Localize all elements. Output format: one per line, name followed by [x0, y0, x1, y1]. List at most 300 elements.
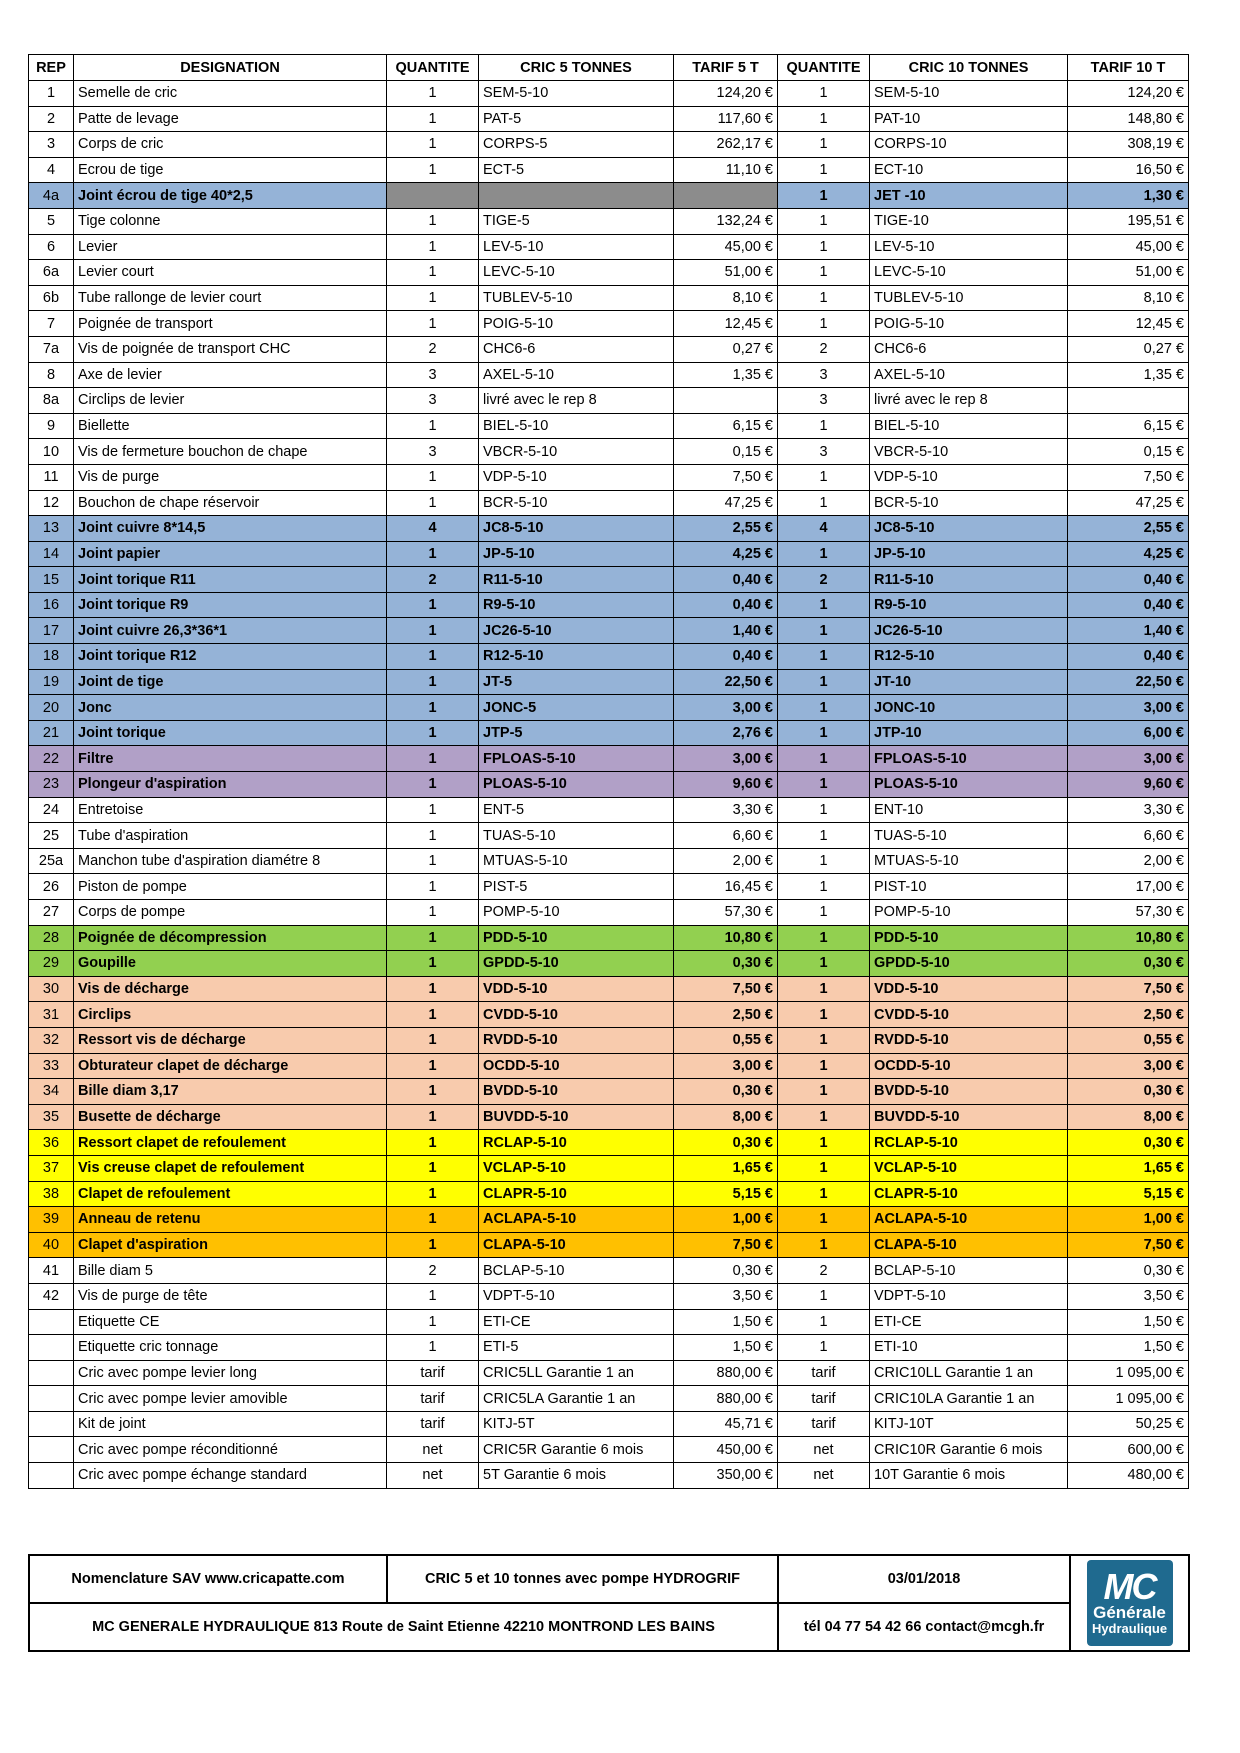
cell-designation: Joint torique	[74, 720, 387, 746]
cell-quantite-10t: 1	[778, 976, 870, 1002]
cell-tarif-5t: 0,55 €	[674, 1027, 778, 1053]
cell-ref-10t: livré avec le rep 8	[870, 388, 1068, 414]
cell-rep: 20	[29, 695, 74, 721]
cell-tarif-5t: 6,15 €	[674, 413, 778, 439]
cell-quantite-5t: 1	[387, 1232, 479, 1258]
cell-quantite-5t: 1	[387, 669, 479, 695]
cell-rep: 1	[29, 81, 74, 107]
table-row	[29, 106, 1189, 132]
cell-designation: Vis creuse clapet de refoulement	[74, 1155, 387, 1181]
cell-tarif-5t: 1,35 €	[674, 362, 778, 388]
cell-ref-10t: R12-5-10	[870, 644, 1068, 670]
cell-quantite-10t: 1	[778, 234, 870, 260]
cell-rep: 8	[29, 362, 74, 388]
cell-ref-5t: OCDD-5-10	[479, 1053, 674, 1079]
cell-quantite-5t: 1	[387, 1079, 479, 1105]
cell-tarif-5t: 0,40 €	[674, 592, 778, 618]
cell-tarif-5t: 3,30 €	[674, 797, 778, 823]
cell-ref-10t: BVDD-5-10	[870, 1079, 1068, 1105]
cell-designation: Cric avec pompe réconditionné	[74, 1437, 387, 1463]
cell-rep: 3	[29, 132, 74, 158]
cell-ref-5t: CLAPA-5-10	[479, 1232, 674, 1258]
cell-ref-10t: FPLOAS-5-10	[870, 746, 1068, 772]
cell-tarif-5t: 3,50 €	[674, 1283, 778, 1309]
cell-ref-5t: CORPS-5	[479, 132, 674, 158]
cell-ref-5t: RVDD-5-10	[479, 1027, 674, 1053]
cell-tarif-5t: 2,55 €	[674, 516, 778, 542]
table-row	[29, 260, 1189, 286]
cell-ref-5t: LEV-5-10	[479, 234, 674, 260]
cell-tarif-10t: 1,50 €	[1068, 1335, 1189, 1361]
cell-tarif-10t: 3,50 €	[1068, 1283, 1189, 1309]
cell-ref-10t: CRIC10LA Garantie 1 an	[870, 1386, 1068, 1412]
cell-quantite-5t: 1	[387, 900, 479, 926]
cell-tarif-10t: 50,25 €	[1068, 1411, 1189, 1437]
cell-ref-5t: VDP-5-10	[479, 464, 674, 490]
cell-designation: Anneau de retenu	[74, 1207, 387, 1233]
cell-designation: Circlips	[74, 1002, 387, 1028]
cell-tarif-5t: 132,24 €	[674, 208, 778, 234]
cell-ref-10t: MTUAS-5-10	[870, 848, 1068, 874]
cell-designation: Etiquette cric tonnage	[74, 1335, 387, 1361]
cell-quantite-5t: 1	[387, 464, 479, 490]
cell-quantite-10t: 3	[778, 439, 870, 465]
table-row	[29, 1258, 1189, 1284]
cell-quantite-5t: 1	[387, 106, 479, 132]
cell-rep	[29, 1309, 74, 1335]
cell-designation: Filtre	[74, 746, 387, 772]
table-row	[29, 311, 1189, 337]
table-row	[29, 1207, 1189, 1233]
cell-ref-5t: CLAPR-5-10	[479, 1181, 674, 1207]
cell-tarif-10t: 124,20 €	[1068, 81, 1189, 107]
cell-tarif-5t: 0,40 €	[674, 567, 778, 593]
cell-quantite-5t	[387, 183, 479, 209]
cell-ref-10t: CORPS-10	[870, 132, 1068, 158]
cell-tarif-5t: 12,45 €	[674, 311, 778, 337]
header-designation: DESIGNATION	[74, 55, 387, 81]
cell-designation: Levier	[74, 234, 387, 260]
cell-quantite-5t: 4	[387, 516, 479, 542]
cell-tarif-10t: 1 095,00 €	[1068, 1360, 1189, 1386]
cell-quantite-5t: 1	[387, 848, 479, 874]
table-row	[29, 1155, 1189, 1181]
cell-rep: 23	[29, 772, 74, 798]
table-row	[29, 644, 1189, 670]
table-row	[29, 285, 1189, 311]
table-header-row	[29, 55, 1189, 81]
cell-designation: Circlips de levier	[74, 388, 387, 414]
footer-contact: tél 04 77 54 42 66 contact@mcgh.fr	[778, 1603, 1070, 1651]
cell-rep: 26	[29, 874, 74, 900]
cell-ref-10t: TUAS-5-10	[870, 823, 1068, 849]
cell-quantite-5t: 1	[387, 132, 479, 158]
cell-tarif-5t: 16,45 €	[674, 874, 778, 900]
cell-ref-5t: FPLOAS-5-10	[479, 746, 674, 772]
cell-tarif-10t: 7,50 €	[1068, 464, 1189, 490]
cell-rep: 12	[29, 490, 74, 516]
cell-tarif-10t: 0,30 €	[1068, 1258, 1189, 1284]
cell-quantite-5t: 3	[387, 388, 479, 414]
cell-ref-5t: BCR-5-10	[479, 490, 674, 516]
logo-line2: Hydraulique	[1091, 1621, 1168, 1636]
cell-ref-5t: GPDD-5-10	[479, 951, 674, 977]
table-body	[29, 81, 1189, 1489]
cell-ref-5t: 5T Garantie 6 mois	[479, 1463, 674, 1489]
cell-tarif-5t: 2,76 €	[674, 720, 778, 746]
cell-quantite-5t: 2	[387, 567, 479, 593]
cell-tarif-5t: 350,00 €	[674, 1463, 778, 1489]
header-quantite-5t: QUANTITE	[387, 55, 479, 81]
cell-ref-5t: VDPT-5-10	[479, 1283, 674, 1309]
cell-quantite-5t: 1	[387, 1207, 479, 1233]
table-row	[29, 1309, 1189, 1335]
cell-designation: Etiquette CE	[74, 1309, 387, 1335]
cell-tarif-5t: 51,00 €	[674, 260, 778, 286]
cell-quantite-10t: 1	[778, 951, 870, 977]
cell-rep: 30	[29, 976, 74, 1002]
cell-tarif-10t: 5,15 €	[1068, 1181, 1189, 1207]
cell-designation: Bouchon de chape réservoir	[74, 490, 387, 516]
cell-ref-10t: VDP-5-10	[870, 464, 1068, 490]
cell-ref-10t: VBCR-5-10	[870, 439, 1068, 465]
cell-tarif-10t: 3,00 €	[1068, 746, 1189, 772]
cell-designation: Ecrou de tige	[74, 157, 387, 183]
cell-designation: Cric avec pompe levier long	[74, 1360, 387, 1386]
table-row	[29, 951, 1189, 977]
cell-tarif-10t: 0,30 €	[1068, 1079, 1189, 1105]
cell-quantite-5t: 1	[387, 925, 479, 951]
cell-ref-5t: TUBLEV-5-10	[479, 285, 674, 311]
cell-ref-10t: R11-5-10	[870, 567, 1068, 593]
table-row	[29, 848, 1189, 874]
cell-tarif-5t: 7,50 €	[674, 1232, 778, 1258]
cell-rep: 4	[29, 157, 74, 183]
cell-tarif-10t: 0,30 €	[1068, 951, 1189, 977]
table-row	[29, 541, 1189, 567]
cell-rep	[29, 1335, 74, 1361]
cell-designation: Piston de pompe	[74, 874, 387, 900]
cell-quantite-10t: 1	[778, 183, 870, 209]
cell-quantite-10t: 1	[778, 1309, 870, 1335]
table-row	[29, 413, 1189, 439]
cell-quantite-5t: tarif	[387, 1411, 479, 1437]
table-row	[29, 1283, 1189, 1309]
cell-designation: Jonc	[74, 695, 387, 721]
header-cric-10-tonnes: CRIC 10 TONNES	[870, 55, 1068, 81]
cell-designation: Entretoise	[74, 797, 387, 823]
cell-rep: 6	[29, 234, 74, 260]
table-row	[29, 772, 1189, 798]
cell-tarif-5t: 5,15 €	[674, 1181, 778, 1207]
cell-ref-5t: PLOAS-5-10	[479, 772, 674, 798]
cell-quantite-10t: 1	[778, 413, 870, 439]
cell-quantite-10t: 1	[778, 1181, 870, 1207]
cell-ref-5t: PIST-5	[479, 874, 674, 900]
cell-designation: Poignée de transport	[74, 311, 387, 337]
cell-tarif-5t: 2,50 €	[674, 1002, 778, 1028]
cell-rep: 7a	[29, 336, 74, 362]
cell-quantite-5t: 1	[387, 1309, 479, 1335]
cell-ref-5t: R12-5-10	[479, 644, 674, 670]
cell-designation: Vis de purge	[74, 464, 387, 490]
cell-tarif-10t: 57,30 €	[1068, 900, 1189, 926]
cell-tarif-5t: 0,30 €	[674, 1130, 778, 1156]
cell-rep	[29, 1437, 74, 1463]
cell-quantite-10t: 4	[778, 516, 870, 542]
cell-tarif-5t: 57,30 €	[674, 900, 778, 926]
cell-ref-10t: BCR-5-10	[870, 490, 1068, 516]
cell-designation: Joint torique R12	[74, 644, 387, 670]
cell-ref-5t: JP-5-10	[479, 541, 674, 567]
cell-ref-10t: LEVC-5-10	[870, 260, 1068, 286]
cell-rep: 25a	[29, 848, 74, 874]
cell-quantite-5t: 1	[387, 772, 479, 798]
cell-designation: Joint torique R11	[74, 567, 387, 593]
cell-rep: 34	[29, 1079, 74, 1105]
cell-quantite-5t: 1	[387, 644, 479, 670]
table-row	[29, 516, 1189, 542]
cell-ref-10t: BUVDD-5-10	[870, 1104, 1068, 1130]
cell-tarif-5t: 450,00 €	[674, 1437, 778, 1463]
cell-ref-10t: CVDD-5-10	[870, 1002, 1068, 1028]
cell-quantite-5t: 1	[387, 797, 479, 823]
cell-quantite-5t: 1	[387, 81, 479, 107]
table-row	[29, 132, 1189, 158]
cell-tarif-5t: 117,60 €	[674, 106, 778, 132]
footer-logo-cell	[1070, 1555, 1189, 1651]
cell-tarif-10t: 0,40 €	[1068, 592, 1189, 618]
cell-tarif-10t: 45,00 €	[1068, 234, 1189, 260]
cell-ref-10t: PDD-5-10	[870, 925, 1068, 951]
table-row	[29, 1002, 1189, 1028]
cell-tarif-5t: 0,30 €	[674, 1258, 778, 1284]
table-row	[29, 823, 1189, 849]
cell-ref-5t: BUVDD-5-10	[479, 1104, 674, 1130]
table-row	[29, 464, 1189, 490]
cell-quantite-10t: tarif	[778, 1411, 870, 1437]
cell-tarif-5t: 0,30 €	[674, 951, 778, 977]
cell-designation: Joint de tige	[74, 669, 387, 695]
cell-quantite-10t: 2	[778, 336, 870, 362]
cell-tarif-5t: 880,00 €	[674, 1386, 778, 1412]
cell-ref-5t: ENT-5	[479, 797, 674, 823]
cell-ref-10t: VDPT-5-10	[870, 1283, 1068, 1309]
cell-ref-10t: TIGE-10	[870, 208, 1068, 234]
cell-rep: 4a	[29, 183, 74, 209]
company-logo	[1087, 1560, 1173, 1646]
cell-tarif-10t: 47,25 €	[1068, 490, 1189, 516]
cell-tarif-5t: 7,50 €	[674, 464, 778, 490]
cell-tarif-10t: 3,00 €	[1068, 1053, 1189, 1079]
cell-designation: Bille diam 5	[74, 1258, 387, 1284]
cell-ref-10t: ECT-10	[870, 157, 1068, 183]
cell-tarif-5t: 6,60 €	[674, 823, 778, 849]
cell-quantite-10t: 1	[778, 311, 870, 337]
cell-ref-5t: PDD-5-10	[479, 925, 674, 951]
cell-ref-5t: livré avec le rep 8	[479, 388, 674, 414]
cell-rep: 19	[29, 669, 74, 695]
cell-ref-10t: PLOAS-5-10	[870, 772, 1068, 798]
cell-rep: 2	[29, 106, 74, 132]
cell-quantite-5t: 1	[387, 157, 479, 183]
table-row	[29, 874, 1189, 900]
cell-quantite-10t: 1	[778, 81, 870, 107]
cell-ref-5t: BIEL-5-10	[479, 413, 674, 439]
cell-ref-10t: OCDD-5-10	[870, 1053, 1068, 1079]
cell-ref-10t: VDD-5-10	[870, 976, 1068, 1002]
cell-tarif-10t: 4,25 €	[1068, 541, 1189, 567]
cell-quantite-5t: 1	[387, 746, 479, 772]
cell-quantite-10t: tarif	[778, 1360, 870, 1386]
cell-rep: 15	[29, 567, 74, 593]
cell-rep: 18	[29, 644, 74, 670]
cell-rep: 38	[29, 1181, 74, 1207]
cell-designation: Corps de cric	[74, 132, 387, 158]
cell-tarif-10t: 22,50 €	[1068, 669, 1189, 695]
table-row	[29, 1181, 1189, 1207]
table-row	[29, 1360, 1189, 1386]
cell-tarif-10t: 0,40 €	[1068, 567, 1189, 593]
cell-rep: 41	[29, 1258, 74, 1284]
cell-tarif-10t: 8,00 €	[1068, 1104, 1189, 1130]
cell-quantite-5t: 1	[387, 874, 479, 900]
cell-quantite-5t: 2	[387, 1258, 479, 1284]
cell-ref-10t: CHC6-6	[870, 336, 1068, 362]
cell-designation: Joint cuivre 8*14,5	[74, 516, 387, 542]
cell-tarif-5t: 1,50 €	[674, 1309, 778, 1335]
cell-designation: Vis de poignée de transport CHC	[74, 336, 387, 362]
cell-quantite-5t: 1	[387, 592, 479, 618]
cell-ref-10t: JET -10	[870, 183, 1068, 209]
table-row	[29, 1463, 1189, 1489]
table-row	[29, 1386, 1189, 1412]
cell-rep: 7	[29, 311, 74, 337]
cell-rep: 37	[29, 1155, 74, 1181]
cell-ref-10t: JC8-5-10	[870, 516, 1068, 542]
table-row	[29, 388, 1189, 414]
table-row	[29, 208, 1189, 234]
cell-quantite-10t: 1	[778, 618, 870, 644]
cell-designation: Tige colonne	[74, 208, 387, 234]
cell-tarif-10t: 2,50 €	[1068, 1002, 1189, 1028]
cell-tarif-10t: 6,60 €	[1068, 823, 1189, 849]
cell-tarif-10t: 308,19 €	[1068, 132, 1189, 158]
table-row	[29, 720, 1189, 746]
cell-designation: Tube rallonge de levier court	[74, 285, 387, 311]
table-row	[29, 81, 1189, 107]
cell-tarif-5t: 8,10 €	[674, 285, 778, 311]
cell-quantite-5t: 1	[387, 976, 479, 1002]
cell-tarif-5t: 45,00 €	[674, 234, 778, 260]
cell-ref-5t: RCLAP-5-10	[479, 1130, 674, 1156]
cell-ref-5t: MTUAS-5-10	[479, 848, 674, 874]
cell-designation: Kit de joint	[74, 1411, 387, 1437]
cell-ref-5t: BVDD-5-10	[479, 1079, 674, 1105]
cell-designation: Semelle de cric	[74, 81, 387, 107]
footer-address: MC GENERALE HYDRAULIQUE 813 Route de Saint Etienne 42210 MONTROND LES BAINS	[29, 1603, 778, 1651]
cell-ref-5t: ACLAPA-5-10	[479, 1207, 674, 1233]
cell-ref-10t: PAT-10	[870, 106, 1068, 132]
cell-tarif-10t: 51,00 €	[1068, 260, 1189, 286]
cell-ref-5t: CRIC5LA Garantie 1 an	[479, 1386, 674, 1412]
cell-rep	[29, 1463, 74, 1489]
cell-tarif-10t: 480,00 €	[1068, 1463, 1189, 1489]
cell-rep: 42	[29, 1283, 74, 1309]
cell-rep: 5	[29, 208, 74, 234]
cell-designation: Poignée de décompression	[74, 925, 387, 951]
cell-quantite-10t: 2	[778, 1258, 870, 1284]
cell-ref-5t: JT-5	[479, 669, 674, 695]
cell-ref-10t: R9-5-10	[870, 592, 1068, 618]
cell-quantite-10t: 1	[778, 464, 870, 490]
cell-quantite-10t: 1	[778, 669, 870, 695]
table-row	[29, 976, 1189, 1002]
cell-tarif-5t: 11,10 €	[674, 157, 778, 183]
cell-quantite-10t: 1	[778, 260, 870, 286]
cell-designation: Plongeur d'aspiration	[74, 772, 387, 798]
header-cric-5-tonnes: CRIC 5 TONNES	[479, 55, 674, 81]
cell-designation: Patte de levage	[74, 106, 387, 132]
table-row	[29, 439, 1189, 465]
cell-ref-5t: CHC6-6	[479, 336, 674, 362]
table-row	[29, 234, 1189, 260]
cell-ref-5t: JTP-5	[479, 720, 674, 746]
cell-tarif-10t: 1,50 €	[1068, 1309, 1189, 1335]
cell-tarif-5t: 1,65 €	[674, 1155, 778, 1181]
table-row	[29, 1104, 1189, 1130]
cell-quantite-10t: 1	[778, 900, 870, 926]
cell-ref-10t: KITJ-10T	[870, 1411, 1068, 1437]
table-row	[29, 797, 1189, 823]
cell-ref-5t: PAT-5	[479, 106, 674, 132]
cell-tarif-5t: 45,71 €	[674, 1411, 778, 1437]
cell-quantite-10t: 1	[778, 1002, 870, 1028]
cell-ref-5t: VBCR-5-10	[479, 439, 674, 465]
cell-quantite-5t: 1	[387, 413, 479, 439]
cell-quantite-10t: 1	[778, 490, 870, 516]
cell-ref-10t: RCLAP-5-10	[870, 1130, 1068, 1156]
cell-quantite-10t: 1	[778, 157, 870, 183]
cell-rep: 6a	[29, 260, 74, 286]
cell-quantite-5t: 1	[387, 490, 479, 516]
footer-nomenclature: Nomenclature SAV www.cricapatte.com	[29, 1555, 387, 1603]
cell-ref-10t: VCLAP-5-10	[870, 1155, 1068, 1181]
cell-ref-10t: JT-10	[870, 669, 1068, 695]
cell-quantite-5t: 1	[387, 285, 479, 311]
cell-tarif-10t: 8,10 €	[1068, 285, 1189, 311]
cell-ref-10t: CRIC10R Garantie 6 mois	[870, 1437, 1068, 1463]
cell-rep: 29	[29, 951, 74, 977]
cell-quantite-10t: 2	[778, 567, 870, 593]
cell-ref-5t: BCLAP-5-10	[479, 1258, 674, 1284]
cell-ref-10t: POIG-5-10	[870, 311, 1068, 337]
cell-quantite-5t: net	[387, 1463, 479, 1489]
cell-ref-10t: CLAPA-5-10	[870, 1232, 1068, 1258]
cell-rep: 13	[29, 516, 74, 542]
cell-tarif-5t: 3,00 €	[674, 1053, 778, 1079]
cell-tarif-10t: 0,15 €	[1068, 439, 1189, 465]
cell-rep: 9	[29, 413, 74, 439]
cell-tarif-10t: 3,00 €	[1068, 695, 1189, 721]
cell-rep	[29, 1360, 74, 1386]
cell-rep: 8a	[29, 388, 74, 414]
cell-designation: Clapet de refoulement	[74, 1181, 387, 1207]
cell-quantite-5t: 2	[387, 336, 479, 362]
cell-quantite-10t: 1	[778, 208, 870, 234]
cell-quantite-10t: 1	[778, 772, 870, 798]
cell-ref-5t	[479, 183, 674, 209]
